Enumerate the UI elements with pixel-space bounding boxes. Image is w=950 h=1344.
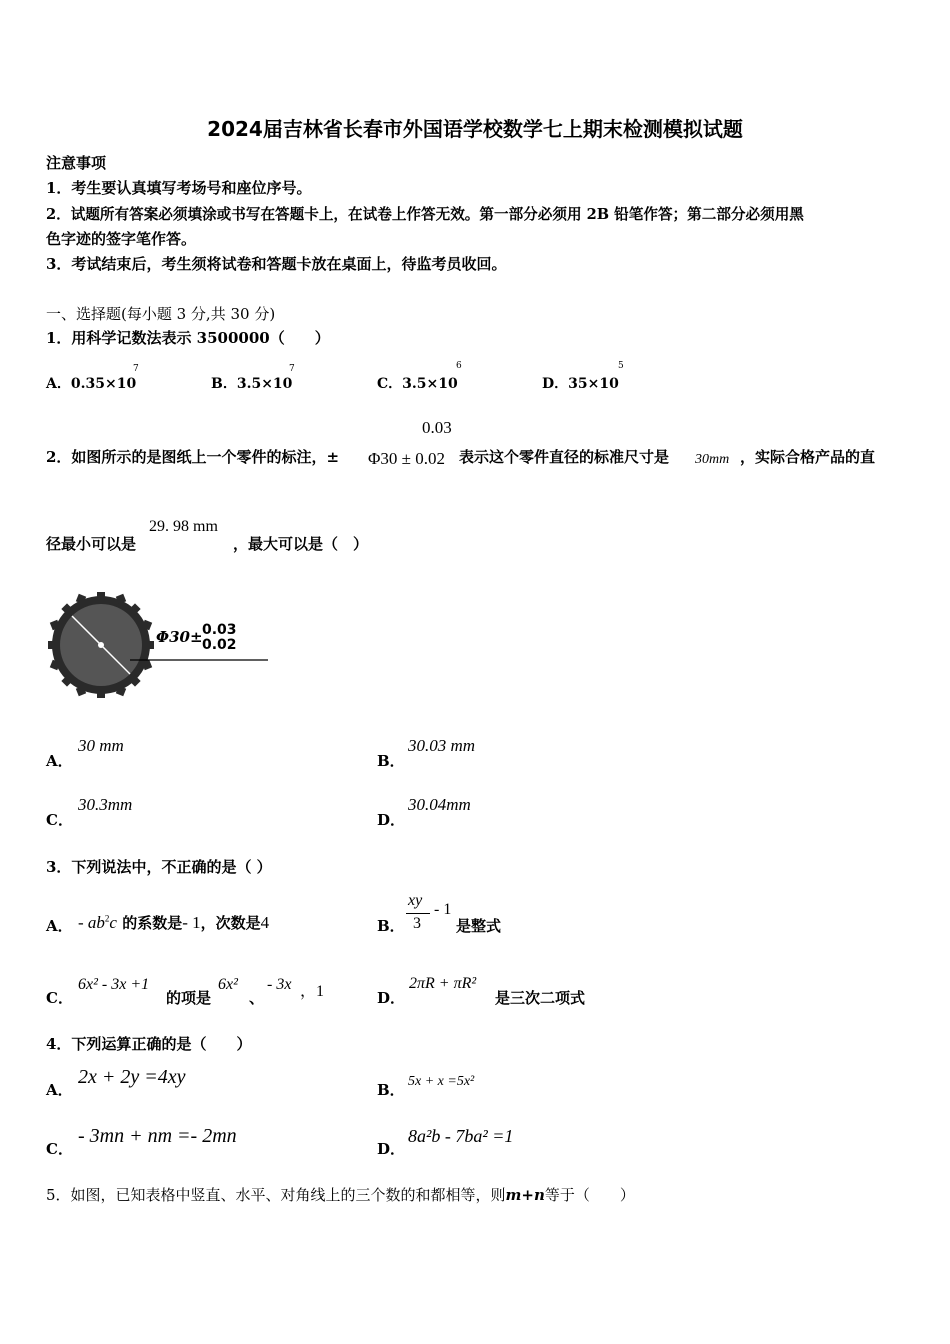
- notes-item-2-cont: 色字迹的签字笔作答。: [46, 230, 197, 248]
- q2-a-label[interactable]: A．: [46, 752, 73, 770]
- q2-stem-b: 表示这个零件直径的标准尺寸是: [459, 448, 670, 466]
- q3-c-sep: 、: [249, 989, 265, 1007]
- q3-b-text: 是整式: [456, 917, 502, 935]
- q2-b-label[interactable]: B．: [377, 752, 405, 770]
- q3-c-v2: - 3x: [267, 976, 292, 993]
- q1-d-label: D．: [542, 376, 569, 392]
- q1-b-base: 3.5×10: [236, 376, 293, 392]
- q1-c-base: 3.5×10: [402, 376, 458, 392]
- q1-option-a[interactable]: [46, 373, 136, 393]
- q4-c-expr: - 3mn + nm =- 2mn: [78, 1125, 237, 1147]
- q3-b-fraction-bar: [406, 913, 430, 914]
- q3-a-label[interactable]: A．: [46, 917, 73, 935]
- q3-a-v2: 4: [260, 913, 270, 932]
- q1-b-label: B．: [211, 376, 237, 392]
- q2-upper-tolerance: 0.03: [422, 418, 452, 437]
- q3-a-content: [78, 912, 269, 933]
- q2-d-value: 30.04mm: [408, 795, 471, 814]
- q3-b-den: 3: [413, 915, 421, 932]
- q1-d-base: 35×10: [568, 376, 619, 392]
- q5-var: m+n: [505, 1186, 545, 1204]
- q1-option-c[interactable]: [377, 373, 458, 393]
- q4-stem: 4．下列运算正确的是（ ）: [46, 1035, 252, 1053]
- gear-lower: 0.02: [202, 637, 237, 653]
- q3-c-expr: 6x² - 3x +1: [78, 976, 150, 993]
- gear-upper: 0.03: [202, 622, 237, 638]
- q2-a-value: 30 mm: [78, 736, 124, 755]
- q3-d-label[interactable]: D．: [377, 989, 406, 1007]
- gear-icon: [48, 592, 154, 698]
- q3-a-t1: 的系数是: [116, 914, 183, 932]
- q1-stem: 1．用科学记数法表示 3500000（ ）: [46, 329, 330, 347]
- q3-b-label[interactable]: B．: [377, 917, 405, 935]
- section-heading: 一、选择题(每小题 3 分,共 30 分): [46, 305, 276, 323]
- q2-stem-c: ，实际合格产品的直: [740, 448, 876, 466]
- q5-stem: [46, 1184, 635, 1205]
- q2-line2-b: ，最大可以是（ ）: [233, 535, 369, 553]
- q1-b-exp: 7: [289, 364, 295, 374]
- q3-a-t2: ，次数是: [200, 914, 261, 932]
- q2-stem-a: 2．如图所示的是图纸上一个零件的标注，±: [46, 448, 340, 466]
- q3-c-v1: 6x²: [218, 976, 238, 993]
- q3-c-label[interactable]: C．: [46, 989, 73, 1007]
- q1-a-base: 0.35×10: [70, 376, 137, 392]
- q3-d-expr: 2πR + πR²: [409, 975, 477, 992]
- q4-b-expr: 5x + x =5x²: [408, 1074, 475, 1089]
- q3-stem: 3．下列说法中，不正确的是（ ）: [46, 858, 272, 876]
- q1-d-exp: 5: [618, 361, 624, 371]
- q3-a-exp: 2: [104, 913, 110, 924]
- q2-c-label[interactable]: C．: [46, 811, 73, 829]
- q5-stem-a: 5．如图，已知表格中竖直、水平、对角线上的三个数的和都相等，则: [46, 1186, 506, 1204]
- q1-a-label: A．: [46, 376, 71, 392]
- q2-tolerance: Φ30 ± 0.02: [368, 449, 446, 468]
- notes-item-1: 1．考生要认真填写考场号和座位序号。: [46, 179, 312, 197]
- q4-a-label[interactable]: A．: [46, 1081, 73, 1099]
- q5-stem-b: 等于（ ）: [544, 1186, 635, 1204]
- q3-d-text: 是三次二项式: [495, 989, 586, 1007]
- page-title: 2024届吉林省长春市外国语学校数学七上期末检测模拟试题: [207, 117, 743, 141]
- q2-min-size: 29. 98 mm: [149, 518, 218, 535]
- q2-d-label[interactable]: D．: [377, 811, 406, 829]
- q4-a-expr: 2x + 2y =4xy: [78, 1066, 186, 1088]
- q1-option-b[interactable]: [211, 373, 292, 393]
- q3-c-t1: 的项是: [166, 989, 212, 1007]
- notes-heading: 注意事项: [46, 154, 107, 172]
- q2-standard-size: 30mm: [695, 452, 730, 467]
- q4-b-label[interactable]: B．: [377, 1081, 405, 1099]
- q4-d-expr: 8a²b - 7ba² =1: [408, 1126, 514, 1146]
- q3-a-expr: - ab: [78, 913, 105, 932]
- q1-a-exp: 7: [133, 364, 139, 374]
- q3-b-num: xy: [408, 892, 423, 909]
- notes-item-3: 3．考试结束后，考生须将试卷和答题卡放在桌面上，待监考员收回。: [46, 255, 507, 273]
- q3-c-v3: ，1: [300, 983, 325, 1000]
- q1-option-d[interactable]: [542, 373, 619, 393]
- q3-b-rest: - 1: [434, 901, 452, 918]
- q1-c-exp: 6: [456, 361, 462, 371]
- q2-gear-figure: [44, 592, 274, 698]
- q3-a-v1: - 1: [182, 913, 201, 932]
- q2-c-value: 30.3mm: [78, 795, 133, 814]
- q3-a-expr2: c: [109, 913, 117, 932]
- q2-line2-a: 径最小可以是: [46, 535, 137, 553]
- gear-label: Φ30±: [156, 628, 203, 646]
- q2-b-value: 30.03 mm: [408, 736, 476, 755]
- q4-d-label[interactable]: D．: [377, 1140, 406, 1158]
- notes-item-2: 2．试题所有答案必须填涂或书写在答题卡上，在试卷上作答无效。第一部分必须用 2B 铅笔作答；第二部分必须用黑: [46, 206, 804, 223]
- q1-c-label: C．: [377, 376, 403, 392]
- q4-c-label[interactable]: C．: [46, 1140, 73, 1158]
